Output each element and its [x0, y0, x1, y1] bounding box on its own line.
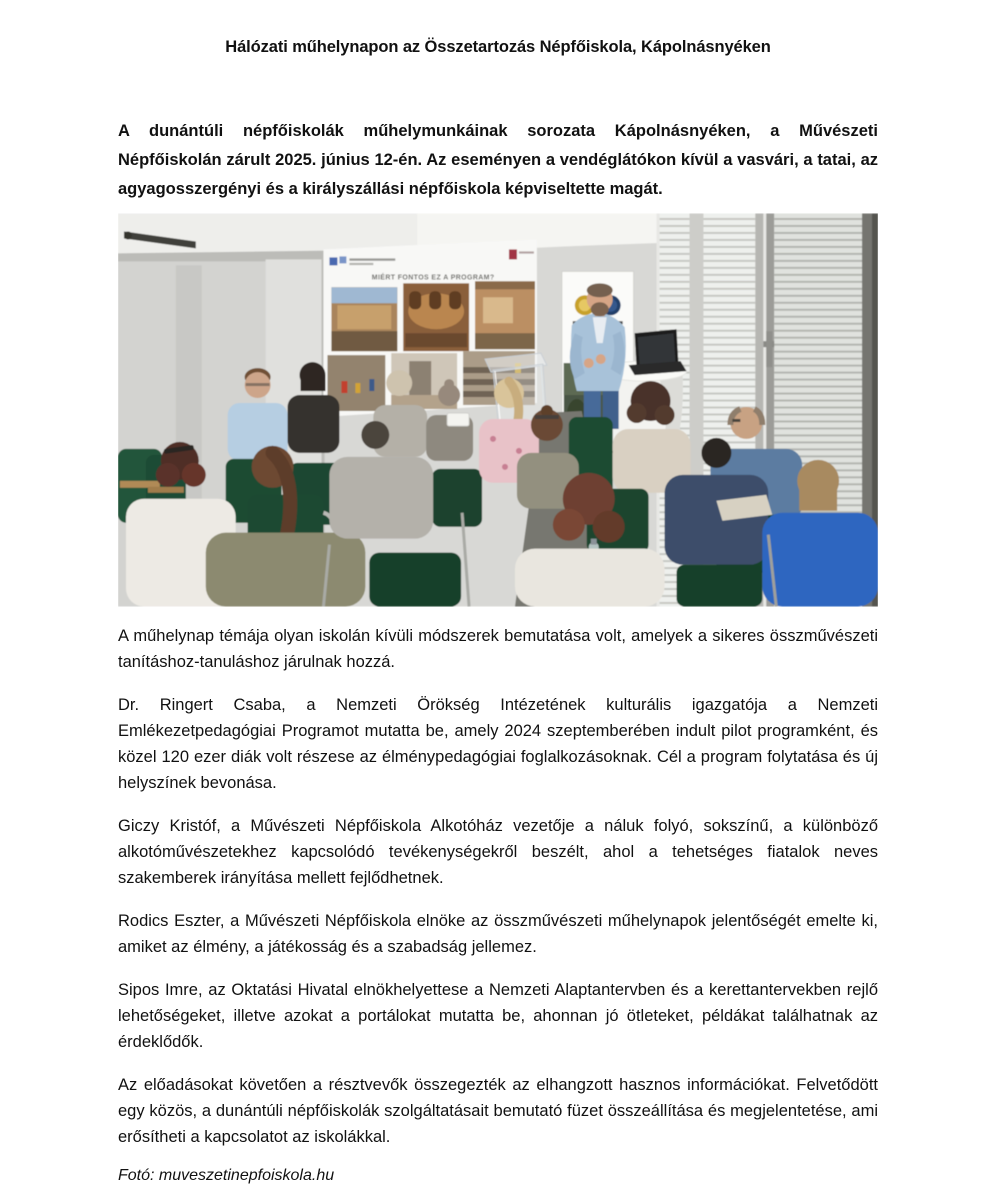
slide-logo-blue: [329, 257, 337, 265]
body-paragraph: Sipos Imre, az Oktatási Hivatal elnökhelyettese a Nemzeti Alaptantervben és a kerettantervekben rejlő lehetőségeket, illetve azokat a portálokat mutatta be, ahonnan jó ötleteket, példákat találhatnak az érdeklődők.: [118, 981, 878, 1051]
lead-paragraph: A dunántúli népfőiskolák műhelymunkáinak sorozata Kápolnásnyéken, a Művészeti Népfőiskolán zárult 2025. június 12-én. Az eseményen a vendéglátókon kívül a vasvári, a tatai, az agyagosszergényi és a királyszállási népfőiskola képviseltette magát.: [118, 122, 878, 198]
photo-credit: Fotó: muveszetinepfoiskola.hu: [118, 1167, 335, 1184]
wall-outlet: [447, 413, 469, 426]
page-title: Hálózati műhelynapon az Összetartozás Népfőiskola, Kápolnásnyéken: [225, 38, 771, 56]
event-photo-illustration: [118, 213, 878, 607]
slide-logo-red: [509, 249, 517, 259]
body-paragraph: Rodics Eszter, a Művészeti Népfőiskola elnöke az összművészeti műhelynapok jelentőségét emelte ki, amiket az élmény, a játékosság és a szabadság jellemez.: [118, 912, 878, 956]
body-paragraph: Giczy Kristóf, a Művészeti Népfőiskola Alkotóház vezetője a náluk folyó, sokszínű, a különböző alkotóművészetekhez kapcsolódó tevékenységekről beszélt, ahol a tehetséges fiatalok neves szakemberek irányítása mellett fejlődhetnek.: [118, 817, 878, 887]
body-paragraph: A műhelynap témája olyan iskolán kívüli módszerek bemutatása volt, amelyek a sikeres összművészeti tanításhoz-tanuláshoz járulnak hozzá.: [118, 627, 878, 671]
event-photo: [118, 213, 878, 607]
body-paragraph: Az előadásokat követően a résztvevők összegezték az elhangzott hasznos információkat. Felvetődött egy közös, a dunántúli népfőiskolák szolgáltatásait bemutató füzet összeállítása és megjelentetése, ami erősítheti a kapcsolatot az iskolákkal.: [118, 1076, 878, 1146]
slide-title: MIÉRT FONTOS EZ A PROGRAM?: [371, 274, 495, 282]
body-paragraph: Dr. Ringert Csaba, a Nemzeti Örökség Intézetének kulturális igazgatója a Nemzeti Emlékezetpedagógiai Programot mutatta be, amely 2024 szeptemberében indult pilot programként, és közel 120 ezer diák volt részese az élménypedagógiai foglalkozásoknak. Cél a program folytatása és új helyszínek bevonása.: [118, 696, 878, 792]
